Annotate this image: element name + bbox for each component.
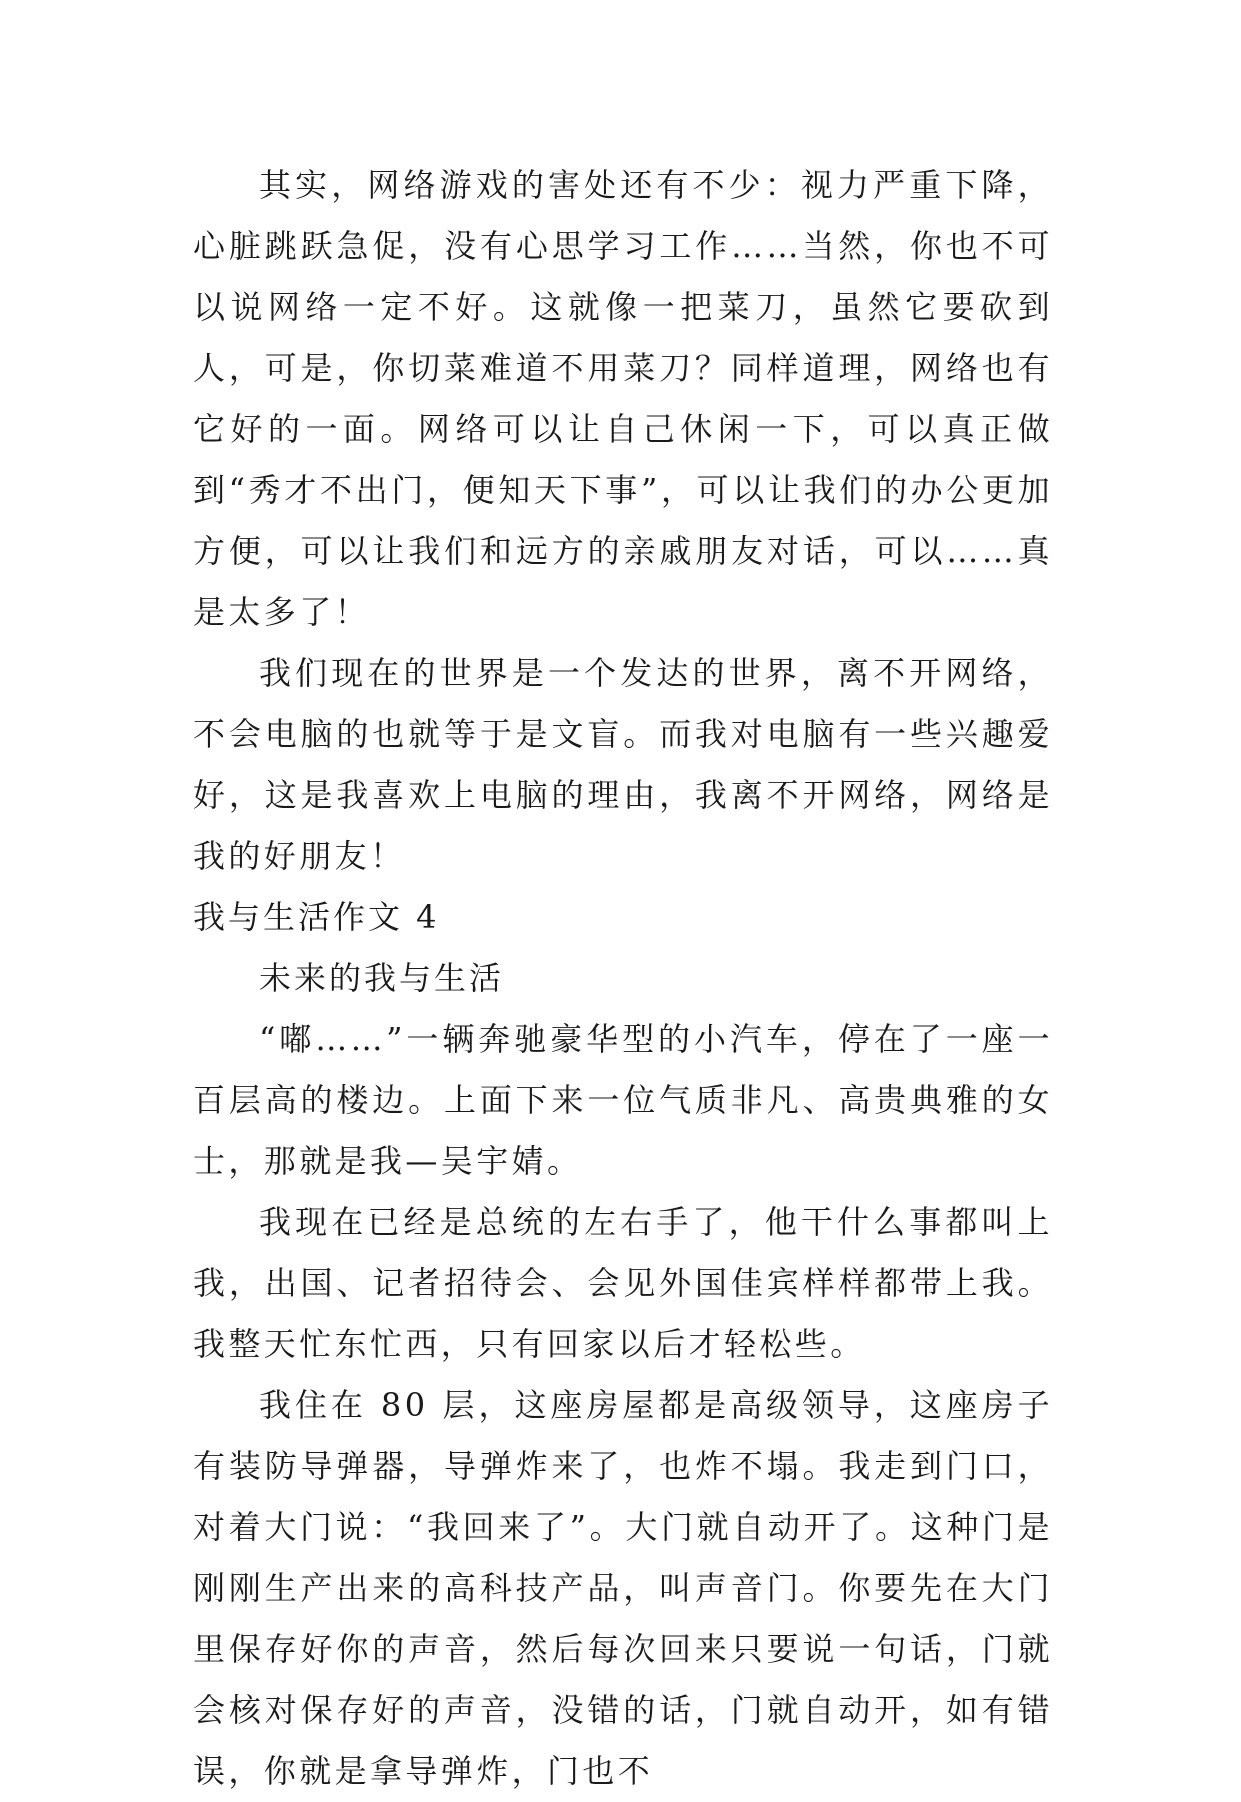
paragraph-network-friend: 我们现在的世界是一个发达的世界，离不开网络，不会电脑的也就等于是文盲。而我对电脑有一些兴趣爱好，这是我喜欢上电脑的理由，我离不开网络，网络是我的好朋友！ bbox=[193, 654, 1053, 875]
paragraph-car-arrival: “嘟……”一辆奔驰豪华型的小汽车，停在了一座一百层高的楼边。上面下来一位气质非凡、高贵典雅的女士，那就是我—吴宇婧。 bbox=[193, 1020, 1053, 1180]
paragraph-voice-door: 我住在 80 层，这座房屋都是高级领导，这座房子有装防导弹器，导弹炸来了，也炸不塌。我走到门口，对着大门说：“我回来了”。大门就自动开了。这种门是刚刚生产出来的高科技产品，叫声音门。你要先在大门里保存好你的声音，然后每次回来只要说一句话，门就会核对保存好的声音，没错的话，门就自动开，如有错误，你就是拿导弹炸，门也不 bbox=[193, 1386, 1053, 1790]
essay-title: 未来的我与生活 bbox=[259, 959, 505, 997]
section-heading: 我与生活作文 4 bbox=[193, 898, 440, 936]
paragraph-game-harm: 其实，网络游戏的害处还有不少：视力严重下降，心脏跳跃急促，没有心思学习工作……当然，你也不可以说网络一定不好。这就像一把菜刀，虽然它要砍到人，可是，你切菜难道不用菜刀？同样道理，网络也有它好的一面。网络可以让自己休闲一下，可以真正做到“秀才不出门，便知天下事”，可以让我们的办公更加方便，可以让我们和远方的亲戚朋友对话，可以……真是太多了！ bbox=[193, 166, 1053, 631]
document-body bbox=[193, 155, 1053, 1802]
paragraph-president-assistant: 我现在已经是总统的左右手了，他干什么事都叫上我，出国、记者招待会、会见外国佳宾样样都带上我。我整天忙东忙西，只有回家以后才轻松些。 bbox=[193, 1203, 1053, 1363]
